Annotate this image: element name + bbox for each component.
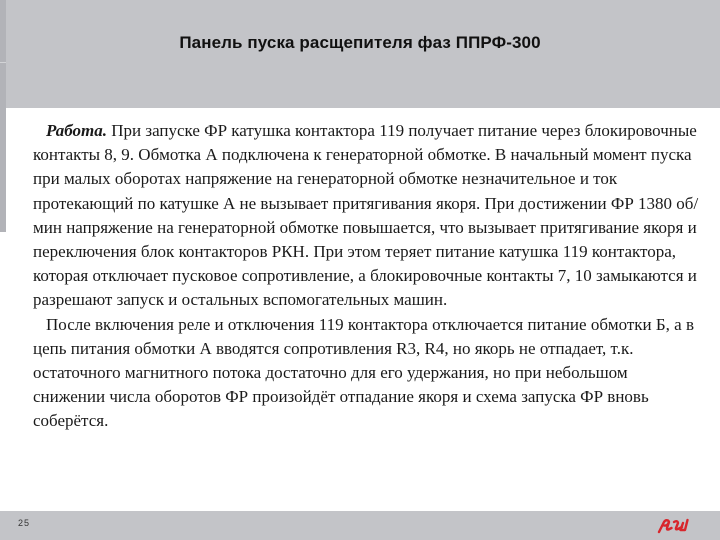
body-text — [33, 119, 703, 434]
slide-title: Панель пуска расщепителя фаз ППРФ-300 — [179, 33, 541, 52]
footer-band — [0, 511, 720, 540]
paragraph-lead: Работа. — [46, 121, 107, 140]
page-number: 25 — [18, 518, 31, 528]
paragraph-work — [33, 119, 703, 313]
paragraph-work-text: При запуске ФР катушка контактора 119 получает питание через блокировочные контакты 8, 9. Обмотка А подключена к генераторной обмотке. В начальный момент пуска при малых оборотах напряжение на генераторной обмотке незначительное и ток протекающий по катушке А не вызывает притягивания якоря. При достижении ФР 1380 об/мин напряжение на генераторной обмотке повышается, что вызывает притягивание якоря и переключения блок контакторов РКН. При этом теряет питание катушка 119 контактора, которая отключает пусковое сопротивление, а блокировочные контакты 7, 10 замыкаются и разрешают запуск и остальных вспомогательных машин. — [33, 121, 699, 310]
paragraph-after-relay: После включения реле и отключения 119 контактора отключается питание обмотки Б, а в цепь питания обмотки А вводятся сопротивления R3, R4, но якорь не отпадает, т.к. остаточного магнитного потока достаточно для его удержания, но при небольшом снижении числа оборотов ФР произойдёт отпадание якоря и схема запуска ФР вновь соберётся. — [33, 314, 694, 431]
rzd-logo-icon — [656, 515, 690, 535]
left-decor-line — [0, 62, 6, 63]
header-band — [0, 0, 720, 108]
